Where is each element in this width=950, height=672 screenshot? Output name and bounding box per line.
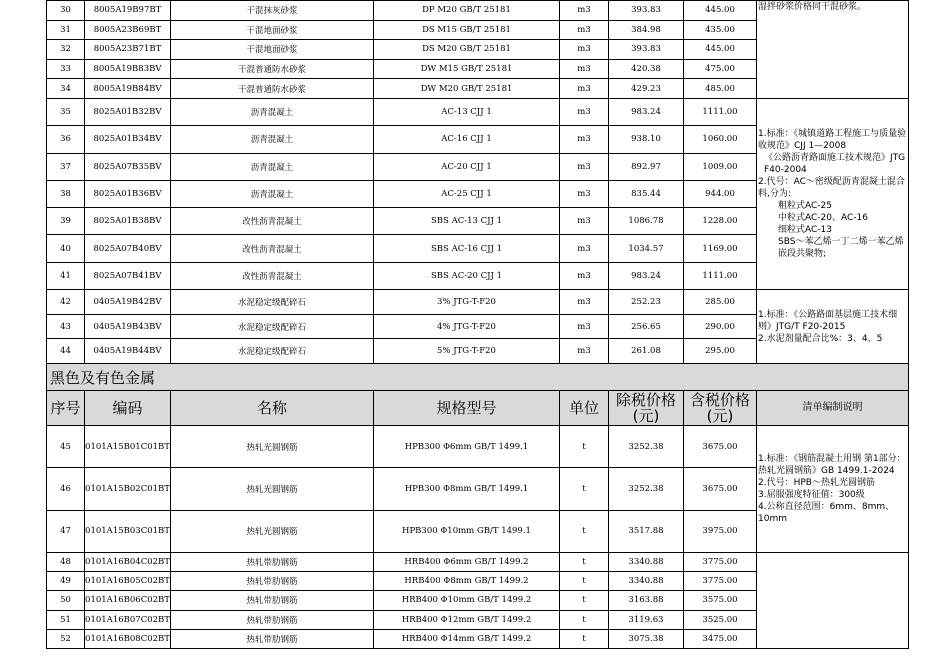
cell-no: 34: [47, 79, 85, 99]
cell-no: 42: [47, 290, 85, 315]
cell-price-ex: 261.08: [609, 339, 684, 364]
cell-name: 沥青混凝土: [171, 153, 374, 180]
table-row: [47, 1, 909, 21]
cell-no: 33: [47, 59, 85, 79]
cell-spec: HPB300 Φ10mm GB/T 1499.1: [374, 510, 560, 552]
table-row: [47, 426, 909, 468]
cell-unit: t: [560, 468, 609, 510]
note-line: 细粒式AC-13: [778, 225, 832, 235]
note-line: 粗粒式AC-25: [778, 201, 832, 211]
cell-spec: SBS AC-13 CJJ 1: [374, 208, 560, 235]
cell-no: 48: [47, 553, 85, 572]
cell-spec: SBS AC-20 CJJ 1: [374, 262, 560, 289]
cell-name: 干混抹灰砂浆: [171, 1, 374, 21]
cell-unit: m3: [560, 235, 609, 262]
cell-code: 8025A01B36BV: [85, 180, 171, 207]
cell-unit: m3: [560, 153, 609, 180]
note-line: 2.水泥剂量配合比%：3、4、5: [758, 333, 883, 344]
table-row: [47, 290, 909, 315]
column-header-spec: 规格型号: [374, 391, 560, 426]
cell-price-ex: 938.10: [609, 126, 684, 153]
cell-name: 热轧带肋钢筋: [171, 610, 374, 629]
price-table: [46, 0, 909, 649]
note-line: 1.标准：《城镇道路工程施工与质量验收规范》CJJ 1—2008: [758, 129, 907, 151]
cell-no: 46: [47, 468, 85, 510]
cell-code: 0101A16B05C02BT: [85, 572, 171, 591]
cell-price-in: 3675.00: [684, 468, 757, 510]
cell-no: 41: [47, 262, 85, 289]
cell-code: 0101A15B02C01BT: [85, 468, 171, 510]
cell-code: 0405A19B44BV: [85, 339, 171, 364]
cell-no: 50: [47, 591, 85, 610]
cell-no: 51: [47, 610, 85, 629]
cell-no: 36: [47, 126, 85, 153]
cell-spec: HRB400 Φ10mm GB/T 1499.2: [374, 591, 560, 610]
note-line: 《公路沥青路面施工技术规范》JTG F40-2004: [764, 153, 906, 175]
cell-spec: AC-20 CJJ 1: [374, 153, 560, 180]
cell-price-in: 3775.00: [684, 572, 757, 591]
cell-price-in: 475.00: [684, 59, 757, 79]
cell-code: 0405A19B42BV: [85, 290, 171, 315]
cell-spec: DP M20 GB/T 25181: [374, 1, 560, 21]
column-header-no: 序号: [47, 391, 85, 426]
cell-price-ex: 3340.88: [609, 553, 684, 572]
cell-price-ex: 393.83: [609, 40, 684, 60]
cell-code: 0101A16B07C02BT: [85, 610, 171, 629]
cell-spec: DS M15 GB/T 25181: [374, 20, 560, 40]
cell-name: 干混地面砂浆: [171, 20, 374, 40]
section-row: [47, 364, 909, 391]
cell-code: 8025A01B32BV: [85, 98, 171, 125]
cell-price-ex: 3517.88: [609, 510, 684, 552]
cell-price-in: 3775.00: [684, 553, 757, 572]
cell-unit: m3: [560, 314, 609, 339]
cell-price-in: 290.00: [684, 314, 757, 339]
cell-code: 8005A23B71BT: [85, 40, 171, 60]
cell-no: 43: [47, 314, 85, 339]
cell-no: 52: [47, 629, 85, 648]
cell-price-in: 445.00: [684, 40, 757, 60]
cell-unit: t: [560, 426, 609, 468]
cell-price-ex: 3252.38: [609, 468, 684, 510]
cell-code: 8005A19B84BV: [85, 79, 171, 99]
cell-no: 31: [47, 20, 85, 40]
cell-price-in: 1111.00: [684, 98, 757, 125]
cell-unit: m3: [560, 40, 609, 60]
column-header-price-ex: 除税价格(元): [609, 391, 684, 426]
cell-name: 热轧光圆钢筋: [171, 468, 374, 510]
note-cell: 湿拌砂浆价格同干混砂浆。: [757, 1, 909, 99]
cell-unit: t: [560, 629, 609, 648]
cell-price-in: 1228.00: [684, 208, 757, 235]
cell-no: 35: [47, 98, 85, 125]
cell-name: 干混普通防水砂浆: [171, 59, 374, 79]
cell-price-ex: 892.97: [609, 153, 684, 180]
cell-spec: DW M15 GB/T 25181: [374, 59, 560, 79]
cell-unit: t: [560, 610, 609, 629]
cell-code: 0101A16B04C02BT: [85, 553, 171, 572]
cell-spec: AC-13 CJJ 1: [374, 98, 560, 125]
cell-name: 热轧带肋钢筋: [171, 572, 374, 591]
cell-code: 0405A19B43BV: [85, 314, 171, 339]
cell-no: 38: [47, 180, 85, 207]
cell-price-ex: 429.23: [609, 79, 684, 99]
note-line: 4.公称直径范围：6mm、8mm、10mm: [758, 502, 895, 525]
cell-spec: HPB300 Φ6mm GB/T 1499.1: [374, 426, 560, 468]
cell-unit: m3: [560, 20, 609, 40]
cell-code: 8025A01B34BV: [85, 126, 171, 153]
cell-name: 改性沥青混凝土: [171, 262, 374, 289]
cell-name: 沥青混凝土: [171, 98, 374, 125]
cell-code: 8005A23B69BT: [85, 20, 171, 40]
column-header-code: 编码: [85, 391, 171, 426]
cell-no: 44: [47, 339, 85, 364]
cell-no: 47: [47, 510, 85, 552]
cell-no: 32: [47, 40, 85, 60]
cell-spec: HRB400 Φ14mm GB/T 1499.2: [374, 629, 560, 648]
cell-price-in: 435.00: [684, 20, 757, 40]
cell-name: 热轧带肋钢筋: [171, 629, 374, 648]
cell-name: 沥青混凝土: [171, 180, 374, 207]
cell-price-in: 1009.00: [684, 153, 757, 180]
cell-code: 0101A15B01C01BT: [85, 426, 171, 468]
cell-spec: AC-25 CJJ 1: [374, 180, 560, 207]
cell-name: 热轧光圆钢筋: [171, 426, 374, 468]
cell-price-ex: 983.24: [609, 98, 684, 125]
cell-name: 干混普通防水砂浆: [171, 79, 374, 99]
cell-unit: m3: [560, 1, 609, 21]
header-row: [47, 391, 909, 426]
cell-unit: m3: [560, 339, 609, 364]
cell-name: 热轧带肋钢筋: [171, 553, 374, 572]
cell-name: 改性沥青混凝土: [171, 235, 374, 262]
cell-unit: t: [560, 572, 609, 591]
cell-no: 40: [47, 235, 85, 262]
cell-spec: HPB300 Φ8mm GB/T 1499.1: [374, 468, 560, 510]
cell-price-in: 1169.00: [684, 235, 757, 262]
cell-code: 8025A07B35BV: [85, 153, 171, 180]
cell-spec: 3% JTG-T-F20: [374, 290, 560, 315]
cell-code: 8005A19B83BV: [85, 59, 171, 79]
cell-price-ex: 3340.88: [609, 572, 684, 591]
cell-price-ex: 1086.78: [609, 208, 684, 235]
cell-price-in: 1111.00: [684, 262, 757, 289]
note-line: 2.代号：AC～密级配沥青混凝土混合料,分为:: [758, 177, 905, 199]
cell-price-in: 445.00: [684, 1, 757, 21]
cell-code: 8025A07B41BV: [85, 262, 171, 289]
note-cell: [757, 98, 909, 289]
cell-name: 水泥稳定级配碎石: [171, 314, 374, 339]
cell-unit: t: [560, 591, 609, 610]
cell-unit: m3: [560, 180, 609, 207]
cell-code: 0101A15B03C01BT: [85, 510, 171, 552]
cell-name: 沥青混凝土: [171, 126, 374, 153]
cell-name: 水泥稳定级配碎石: [171, 290, 374, 315]
cell-spec: DS M20 GB/T 25181: [374, 40, 560, 60]
cell-price-in: 1060.00: [684, 126, 757, 153]
cell-code: 0101A16B06C02BT: [85, 591, 171, 610]
cell-price-ex: 3163.88: [609, 591, 684, 610]
cell-spec: HRB400 Φ8mm GB/T 1499.2: [374, 572, 560, 591]
cell-no: 45: [47, 426, 85, 468]
cell-no: 30: [47, 1, 85, 21]
cell-unit: t: [560, 510, 609, 552]
note-line: 2.代号：HPB～热轧光圆钢筋: [758, 478, 875, 489]
cell-name: 改性沥青混凝土: [171, 208, 374, 235]
cell-code: 0101A16B08C02BT: [85, 629, 171, 648]
cell-unit: m3: [560, 59, 609, 79]
cell-unit: m3: [560, 290, 609, 315]
column-header-name: 名称: [171, 391, 374, 426]
note-cell: [757, 553, 909, 649]
column-header-note: 清单编制说明: [757, 391, 909, 426]
cell-price-in: 3475.00: [684, 629, 757, 648]
cell-spec: 5% JTG-T-F20: [374, 339, 560, 364]
cell-price-ex: 835.44: [609, 180, 684, 207]
cell-price-in: 944.00: [684, 180, 757, 207]
cell-price-ex: 384.98: [609, 20, 684, 40]
cell-price-in: 3575.00: [684, 591, 757, 610]
cell-price-ex: 3119.63: [609, 610, 684, 629]
note-cell: [757, 290, 909, 364]
cell-code: 8025A07B40BV: [85, 235, 171, 262]
cell-no: 49: [47, 572, 85, 591]
note-line: 1.标准：《钢筋混凝土用钢 第1部分：热轧光圆钢筋》GB 1499.1-2024: [758, 454, 906, 477]
cell-price-ex: 3075.38: [609, 629, 684, 648]
cell-unit: m3: [560, 262, 609, 289]
note-line: 3.屈服强度特征值：300级: [758, 490, 865, 501]
cell-spec: HRB400 Φ6mm GB/T 1499.2: [374, 553, 560, 572]
cell-spec: 4% JTG-T-F20: [374, 314, 560, 339]
cell-unit: m3: [560, 79, 609, 99]
cell-unit: m3: [560, 98, 609, 125]
cell-unit: m3: [560, 126, 609, 153]
note-line: 中粒式AC-20、AC-16: [778, 213, 868, 223]
cell-price-ex: 252.23: [609, 290, 684, 315]
cell-spec: HRB400 Φ12mm GB/T 1499.2: [374, 610, 560, 629]
cell-name: 热轧带肋钢筋: [171, 591, 374, 610]
cell-name: 水泥稳定级配碎石: [171, 339, 374, 364]
table-row: [47, 98, 909, 125]
note-line: 1.标准：《公路路面基层施工技术细则》JTG/T F20-2015: [758, 309, 898, 332]
table-row: [47, 553, 909, 572]
cell-price-ex: 393.83: [609, 1, 684, 21]
cell-spec: SBS AC-16 CJJ 1: [374, 235, 560, 262]
column-header-price-in: 含税价格(元): [684, 391, 757, 426]
section-title: 黑色及有色金属: [47, 364, 909, 391]
note-cell: [757, 426, 909, 553]
cell-price-ex: 1034.57: [609, 235, 684, 262]
cell-price-in: 285.00: [684, 290, 757, 315]
cell-spec: DW M20 GB/T 25181: [374, 79, 560, 99]
cell-unit: m3: [560, 208, 609, 235]
column-header-unit: 单位: [560, 391, 609, 426]
cell-no: 37: [47, 153, 85, 180]
cell-price-ex: 256.65: [609, 314, 684, 339]
cell-spec: AC-16 CJJ 1: [374, 126, 560, 153]
cell-name: 热轧光圆钢筋: [171, 510, 374, 552]
cell-price-in: 3525.00: [684, 610, 757, 629]
cell-price-ex: 420.38: [609, 59, 684, 79]
cell-name: 干混地面砂浆: [171, 40, 374, 60]
cell-code: 8005A19B97BT: [85, 1, 171, 21]
cell-price-in: 295.00: [684, 339, 757, 364]
cell-price-in: 3675.00: [684, 426, 757, 468]
cell-price-in: 485.00: [684, 79, 757, 99]
cell-code: 8025A01B38BV: [85, 208, 171, 235]
cell-price-ex: 983.24: [609, 262, 684, 289]
cell-unit: t: [560, 553, 609, 572]
note-line: SBS～苯乙烯一丁二烯一苯乙烯嵌段共聚物;: [778, 237, 904, 259]
cell-no: 39: [47, 208, 85, 235]
cell-price-ex: 3252.38: [609, 426, 684, 468]
cell-price-in: 3975.00: [684, 510, 757, 552]
